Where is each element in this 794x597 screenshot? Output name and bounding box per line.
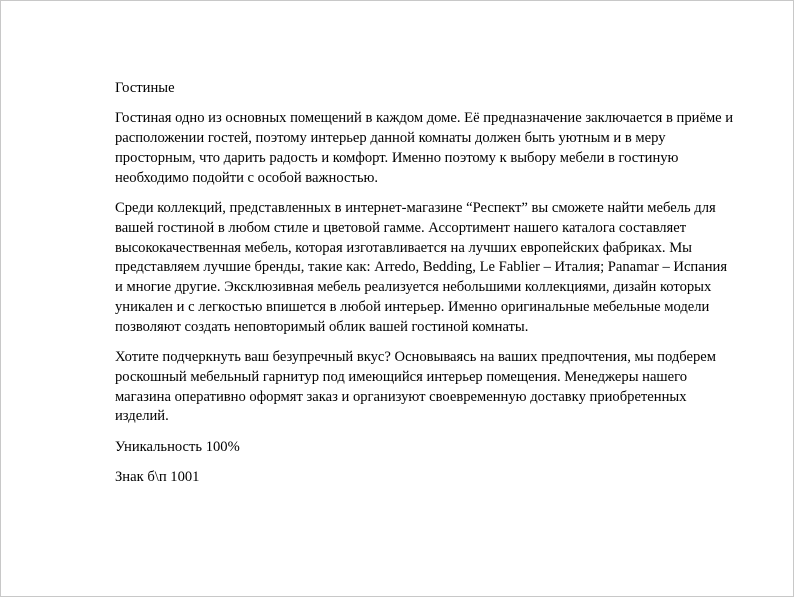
paragraph-intro: Гостиная одно из основных помещений в каждом доме. Её предназначение заключается в приёме и расположении гостей, поэтому интерьер данной комнаты должен быть уютным и в меру просторным, что дарить радость и комфорт. Именно поэтому к выбору мебели в гостиную необходимо подойти с особой важностью. [115, 110, 734, 186]
uniqueness-note: Уникальность 100% [115, 438, 240, 455]
document-body [115, 79, 735, 498]
char-count-note: Знак б\п 1001 [115, 469, 200, 486]
paragraph-offer: Хотите подчеркнуть ваш безупречный вкус? Основываясь на ваших предпочтения, мы подберем роскошный мебельный гарнитур под имеющийся интерьер помещения. Менеджеры нашего магазина оперативно оформят заказ и организуют своевременную доставку приобретенных изделий. [115, 349, 717, 425]
document-heading: Гостиные [115, 80, 175, 96]
paragraph-collections: Среди коллекций, представленных в интернет-магазине “Респект” вы сможете найти мебель для вашей гостиной в любом стиле и цветовой гамме. Ассортимент нашего каталога составляет высококачественная мебель, которая изготавливается на лучших европейских фабриках. Мы представляем лучшие бренды, такие как: Arredo, Bedding, Le Fablier – Италия; Panamar – Испания и многие другие. Эксклюзивная мебель реализуется небольшими коллекциями, дизайн которых уникален и с легкостью впишется в любой интерьер. Именно оригинальные мебельные модели позволяют создать неповторимый облик вашей гостиной комнаты. [115, 199, 728, 335]
